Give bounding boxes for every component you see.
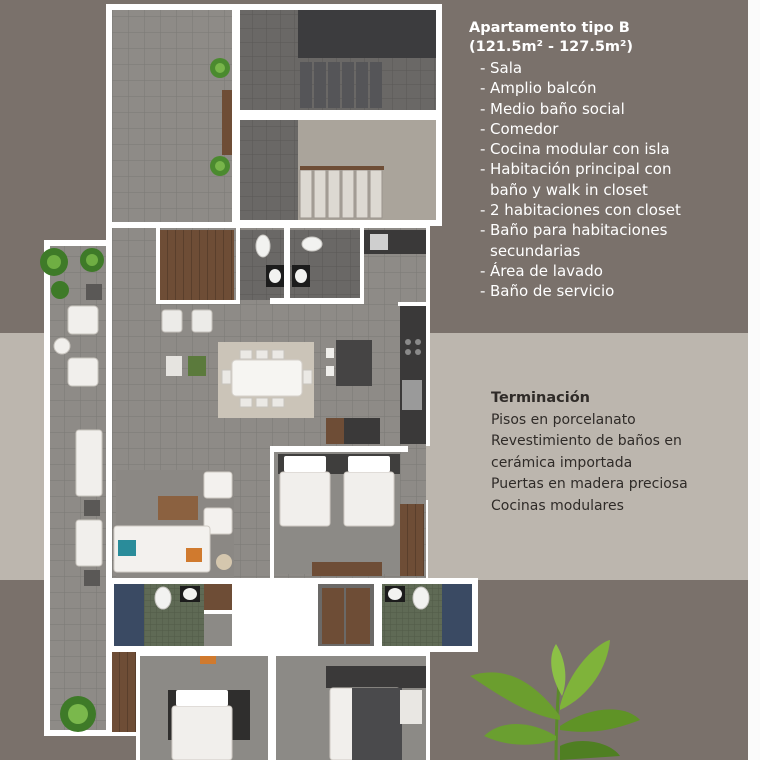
apartment-title: Apartamento tipo B — [469, 20, 630, 36]
feature-item: - Comedor — [480, 119, 744, 139]
feature-item-line: baño y walk in closet — [490, 180, 648, 199]
finish-item: Cocinas modulares — [491, 497, 624, 514]
finish-item: Revestimiento de baños en — [491, 433, 682, 450]
feature-item-line: - Baño para habitaciones — [490, 221, 668, 240]
feature-item-line: secundarias — [490, 241, 581, 260]
finishes-block — [491, 388, 741, 517]
feature-item: - Medio baño social — [480, 99, 744, 119]
apartment-area: (121.5m² - 127.5m²) — [469, 39, 634, 55]
finish-item: cerámica importada — [491, 454, 633, 471]
feature-item-line: - Habitación principal con — [490, 160, 672, 179]
plan-top-balcony — [112, 10, 232, 222]
feature-list — [469, 58, 744, 302]
apartment-spec — [469, 18, 744, 302]
feature-item: - Área de lavado — [480, 261, 744, 281]
finish-item: Pisos en porcelanato — [491, 412, 636, 428]
feature-item: - Sala — [480, 58, 744, 78]
finish-item: Puertas en madera preciosa — [491, 476, 688, 493]
feature-item: - Amplio balcón — [480, 78, 744, 98]
feature-item: - Baño de servicio — [480, 281, 744, 301]
feature-item: - Cocina modular con isla — [480, 139, 744, 159]
feature-item: - 2 habitaciones con closet — [480, 200, 744, 220]
feature-item — [480, 159, 744, 200]
plant-decoration — [460, 636, 660, 760]
feature-item — [480, 220, 744, 261]
finishes-title: Terminación — [491, 390, 590, 406]
